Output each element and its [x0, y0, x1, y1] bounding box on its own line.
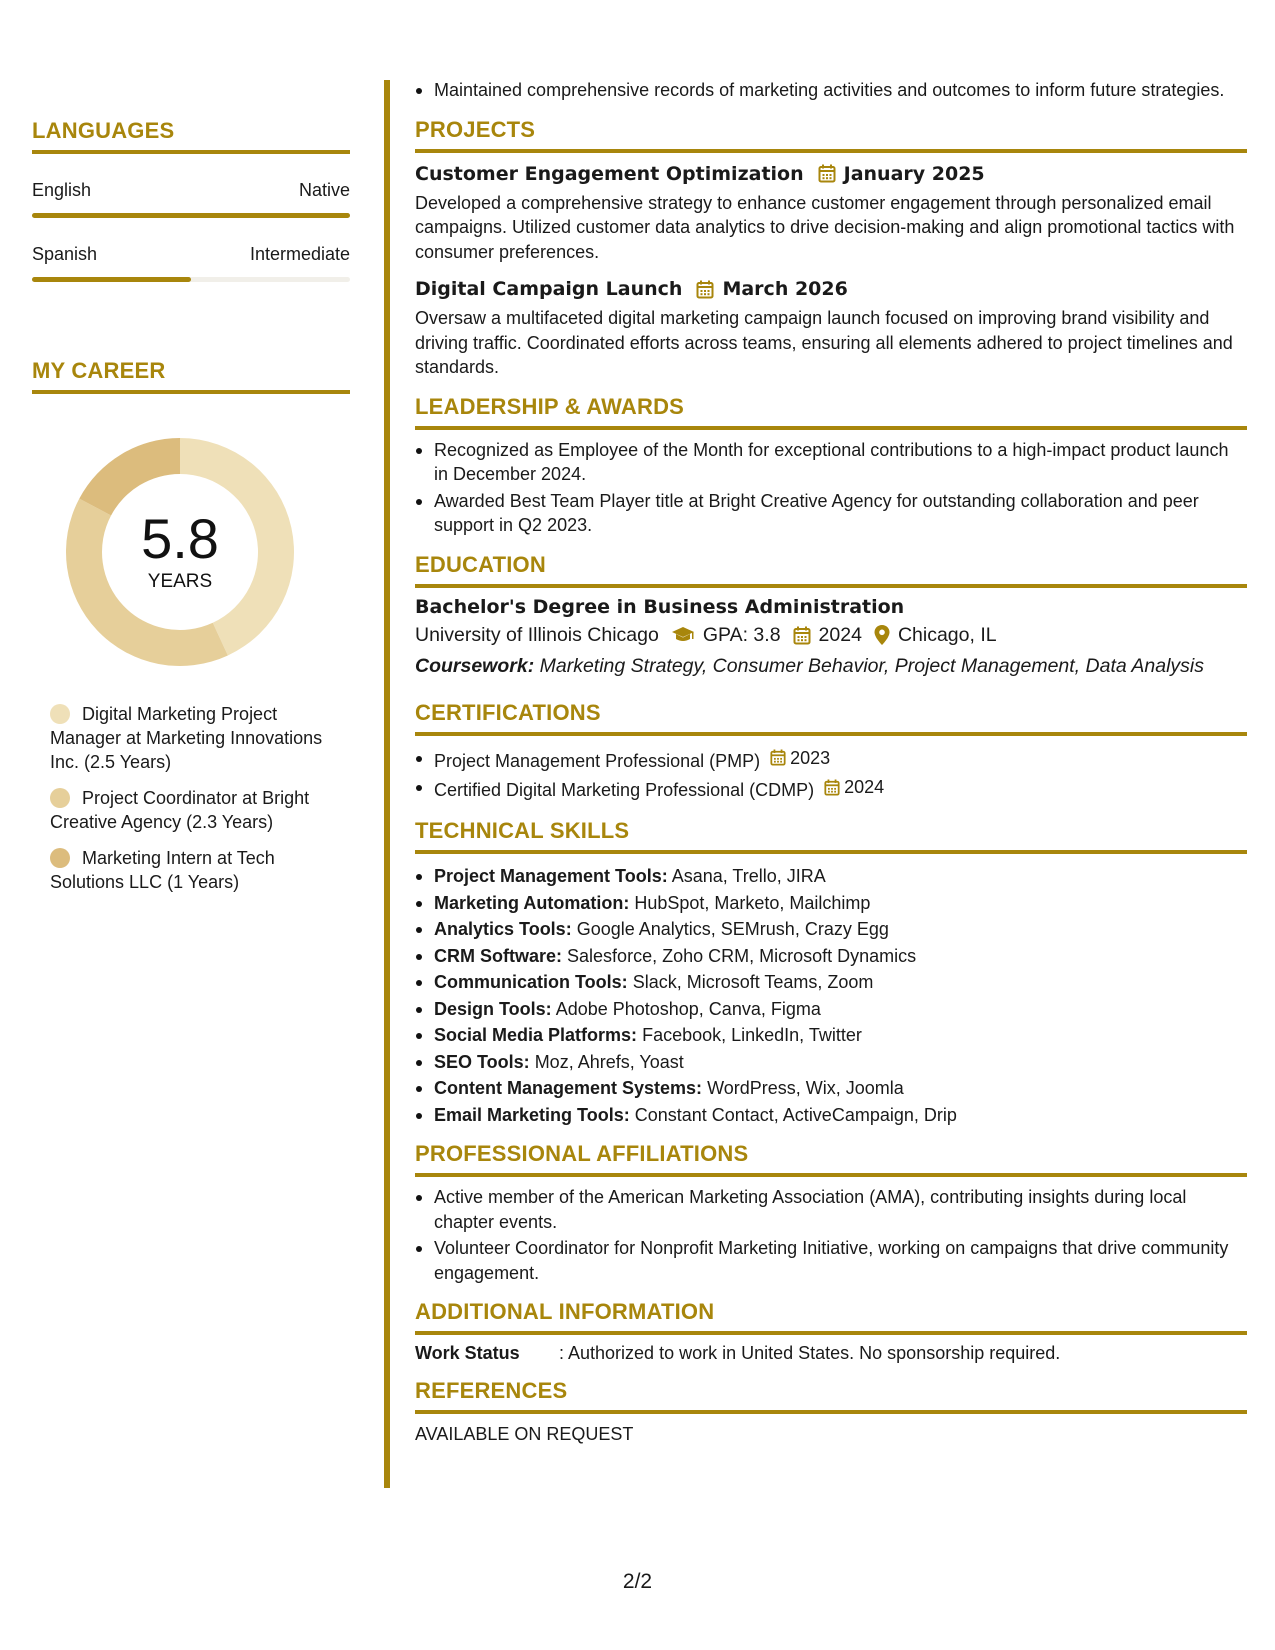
graduation-cap-icon — [671, 626, 695, 644]
skills-section — [415, 818, 1247, 1127]
career-donut-chart — [66, 438, 294, 666]
skills-title: TECHNICAL SKILLS — [415, 818, 1247, 854]
additional-title: ADDITIONAL INFORMATION — [415, 1299, 1247, 1335]
skill-value: Asana, Trello, JIRA — [671, 866, 826, 886]
language-name: Spanish — [32, 244, 98, 264]
skill-value: HubSpot, Marketo, Mailchimp — [634, 892, 871, 913]
language-level: Native — [298, 180, 350, 200]
career-total-years: 5.8 — [141, 507, 219, 570]
location-pin-icon — [874, 625, 890, 645]
calendar-icon — [770, 749, 786, 766]
skill-item — [433, 1103, 1247, 1128]
project-date: January 2025 — [843, 162, 985, 185]
skill-value: Adobe Photoshop, Canva, Figma — [555, 998, 821, 1019]
skill-value: Moz, Ahrefs, Yoast — [534, 1051, 684, 1072]
skill-item — [433, 864, 1247, 889]
references-section — [415, 1378, 1247, 1445]
language-proficiency-fill — [32, 277, 191, 282]
skill-label: Marketing Automation: — [434, 892, 630, 913]
calendar-icon — [824, 779, 840, 796]
legend-label: Digital Marketing Project Manager at Marketing Innovations Inc. (2.5 Years) — [50, 704, 323, 772]
affiliations-title: PROFESSIONAL AFFILIATIONS — [415, 1141, 1247, 1177]
affiliation-item: Volunteer Coordinator for Nonprofit Marketing Initiative, working on campaigns that drive community engagement. — [433, 1236, 1247, 1285]
school-name: University of Illinois Chicago — [415, 623, 659, 646]
certifications-section — [415, 700, 1247, 803]
education-title: EDUCATION — [415, 552, 1247, 588]
education-section — [415, 552, 1247, 678]
certification-item — [433, 746, 1247, 773]
skill-label: SEO Tools: — [434, 1051, 530, 1072]
career-legend-item — [50, 702, 340, 774]
right-column — [415, 78, 1247, 1445]
work-status-label: Work Status — [415, 1343, 520, 1363]
career-total-unit: YEARS — [147, 571, 213, 592]
certification-name: Project Management Professional (PMP) — [434, 750, 761, 771]
experience-bullet: Maintained comprehensive records of marketing activities and outcomes to inform future strategies. — [433, 78, 1247, 103]
certification-year: 2023 — [790, 747, 831, 768]
project-description: Developed a comprehensive strategy to enhance customer engagement through personalized email campaigns. Utilized customer data analytics to drive decision-making and align promotional tactics with consumer preferences. — [415, 192, 1235, 262]
skill-value: Salesforce, Zoho CRM, Microsoft Dynamics — [567, 945, 917, 966]
project-name: Customer Engagement Optimization — [415, 162, 804, 185]
project-description: Oversaw a multifaceted digital marketing campaign launch focused on improving brand visibility and driving traffic. Coordinated efforts across teams, ensuring all elements adhered to project timelines and standards. — [415, 308, 1233, 377]
coursework-list: Marketing Strategy, Consumer Behavior, Project Management, Data Analysis — [539, 654, 1205, 677]
coursework-label: Coursework: — [415, 654, 535, 677]
skill-item — [433, 891, 1247, 916]
experience-bullets — [415, 78, 1247, 103]
project-header — [415, 163, 1247, 185]
left-column — [32, 0, 350, 906]
skill-value: WordPress, Wix, Joomla — [707, 1078, 904, 1098]
language-item-spanish — [32, 244, 350, 282]
skill-label: Design Tools: — [434, 998, 552, 1019]
skill-label: Communication Tools: — [434, 972, 628, 992]
projects-title: PROJECTS — [415, 117, 1247, 153]
skill-item — [433, 1023, 1247, 1048]
legend-dot — [50, 704, 70, 724]
skill-item — [433, 970, 1247, 995]
language-item-english — [32, 180, 350, 218]
calendar-icon — [818, 164, 836, 183]
skill-label: Analytics Tools: — [434, 919, 572, 939]
career-legend — [50, 702, 340, 894]
projects-section — [415, 117, 1247, 380]
skill-value: Constant Contact, ActiveCampaign, Drip — [634, 1104, 957, 1125]
certification-item — [433, 775, 1247, 802]
legend-label: Project Coordinator at Bright Creative Agency (2.3 Years) — [50, 788, 310, 832]
skill-item — [433, 1050, 1247, 1075]
work-status-value: : Authorized to work in United States. No sponsorship required. — [559, 1343, 1061, 1363]
skill-label: Email Marketing Tools: — [434, 1104, 630, 1125]
references-text: AVAILABLE ON REQUEST — [415, 1424, 634, 1444]
career-title: MY CAREER — [32, 358, 350, 394]
skill-label: Project Management Tools: — [434, 866, 668, 886]
legend-label: Marketing Intern at Tech Solutions LLC (1 Years) — [50, 848, 275, 892]
project-date: March 2026 — [722, 278, 848, 300]
certifications-title: CERTIFICATIONS — [415, 700, 1247, 736]
calendar-icon — [696, 280, 714, 299]
skill-label: CRM Software: — [434, 945, 563, 966]
column-divider — [384, 80, 390, 1488]
skill-value: Slack, Microsoft Teams, Zoom — [632, 972, 874, 992]
skill-item — [433, 1076, 1247, 1101]
education-details — [415, 624, 1247, 647]
languages-title: LANGUAGES — [32, 118, 350, 154]
project-header — [415, 278, 1247, 300]
award-item: Recognized as Employee of the Month for exceptional contributions to a high-impact product launch in December 2024. — [433, 438, 1247, 487]
calendar-icon — [793, 626, 811, 645]
skill-value: Facebook, LinkedIn, Twitter — [642, 1025, 862, 1045]
skill-item — [433, 997, 1247, 1022]
skill-item — [433, 917, 1247, 942]
legend-dot — [50, 848, 70, 868]
language-proficiency-fill — [32, 213, 350, 218]
work-status — [415, 1343, 1247, 1364]
language-proficiency-bar — [32, 213, 350, 218]
graduation-year: 2024 — [818, 623, 862, 646]
language-name: English — [32, 180, 92, 200]
skills-list — [415, 864, 1247, 1127]
certification-year: 2024 — [844, 776, 885, 797]
skill-item — [433, 944, 1247, 969]
affiliation-item: Active member of the American Marketing Association (AMA), contributing insights during local chapter events. — [433, 1185, 1247, 1234]
award-item: Awarded Best Team Player title at Bright Creative Agency for outstanding collaboration and peer support in Q2 2023. — [433, 489, 1247, 538]
career-legend-item — [50, 846, 340, 894]
education-location: Chicago, IL — [897, 623, 997, 646]
awards-title: LEADERSHIP & AWARDS — [415, 394, 1247, 430]
coursework — [415, 655, 1247, 678]
skill-value: Google Analytics, SEMrush, Crazy Egg — [576, 919, 889, 939]
skill-label: Social Media Platforms: — [434, 1025, 638, 1045]
career-legend-item — [50, 786, 340, 834]
references-title: REFERENCES — [415, 1378, 1247, 1414]
certification-name: Certified Digital Marketing Professional (CDMP) — [434, 779, 815, 800]
project-name: Digital Campaign Launch — [415, 278, 683, 300]
gpa: GPA: 3.8 — [702, 623, 781, 646]
skill-label: Content Management Systems: — [434, 1078, 703, 1098]
legend-dot — [50, 788, 70, 808]
awards-section — [415, 394, 1247, 538]
page-number: 2/2 — [622, 1570, 653, 1593]
degree-name: Bachelor's Degree in Business Administration — [415, 595, 905, 618]
language-proficiency-bar — [32, 277, 350, 282]
additional-section — [415, 1299, 1247, 1364]
language-level: Intermediate — [249, 244, 350, 264]
affiliations-section — [415, 1141, 1247, 1285]
